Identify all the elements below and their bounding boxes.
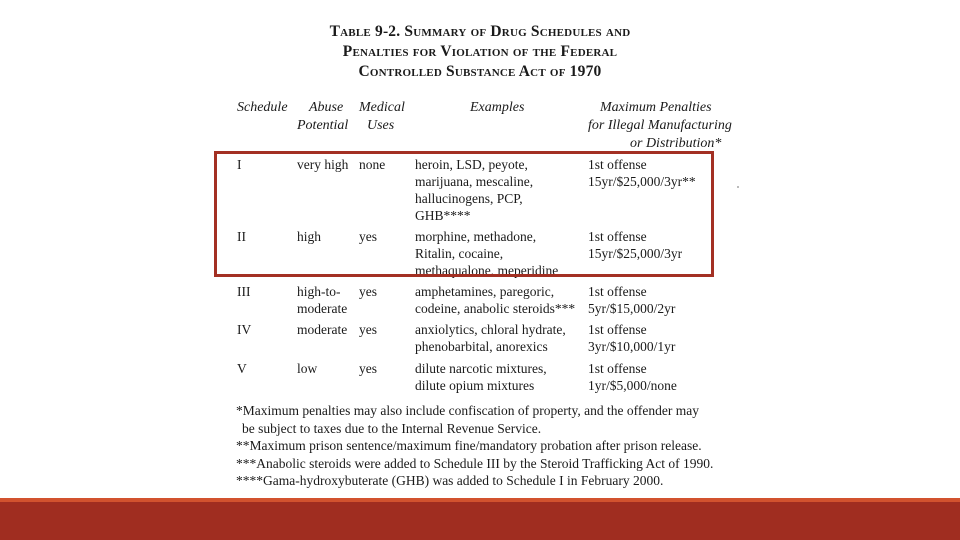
row-ii-schedule: II bbox=[237, 229, 246, 244]
footnotes bbox=[236, 402, 713, 490]
table-title bbox=[240, 22, 720, 82]
row-iii-penalty: 1st offense 5yr/$15,000/2yr bbox=[588, 284, 676, 316]
row-iv-medical: yes bbox=[359, 322, 377, 337]
footnote: **Maximum prison sentence/maximum fine/mandatory probation after prison release. bbox=[236, 438, 702, 453]
title-line: Penalties for Violation of the Federal bbox=[342, 43, 618, 60]
row-v-penalty: 1st offense 1yr/$5,000/none bbox=[588, 361, 677, 393]
footnote: be subject to taxes due to the Internal Revenue Service. bbox=[242, 420, 542, 436]
header-schedule: Schedule bbox=[237, 100, 288, 115]
footnote: ***Anabolic steroids were added to Schedule III by the Steroid Trafficking Act of 1990. bbox=[236, 455, 714, 471]
row-ii-penalty: 1st offense 15yr/$25,000/3yr bbox=[588, 229, 683, 261]
header-abuse-potential: Abuse Potential bbox=[297, 100, 349, 133]
row-ii-examples: morphine, methadone, Ritalin, cocaine, methaqualone, meperidine bbox=[415, 229, 559, 278]
row-iii-abuse: high-to- moderate bbox=[297, 284, 348, 316]
footnote: *Maximum penalties may also include confiscation of property, and the offender may bbox=[236, 403, 699, 418]
row-i-penalty: 1st offense 15yr/$25,000/3yr** bbox=[588, 157, 696, 189]
row-v-abuse: low bbox=[297, 361, 318, 376]
header-medical-uses: Medical Uses bbox=[359, 100, 405, 133]
row-ii-medical: yes bbox=[359, 229, 377, 244]
row-iv-abuse: moderate bbox=[297, 322, 348, 337]
row-iii-schedule: III bbox=[237, 284, 251, 299]
row-iii-medical: yes bbox=[359, 284, 377, 299]
footnote: ****Gama-hydroxybuterate (GHB) was added to Schedule I in February 2000. bbox=[236, 473, 664, 488]
header-max-penalties: Maximum Penalties for Illegal Manufacturing or Distribution* bbox=[588, 100, 732, 151]
row-i-examples: heroin, LSD, peyote, marijuana, mescaline, hallucinogens, PCP, GHB**** bbox=[415, 157, 534, 223]
highlight-box bbox=[214, 151, 714, 277]
row-iv-examples: anxiolytics, chloral hydrate, phenobarbital, anorexics bbox=[415, 322, 566, 354]
row-iv-schedule: IV bbox=[237, 322, 252, 337]
row-iv-penalty: 1st offense 3yr/$10,000/1yr bbox=[588, 322, 676, 354]
row-v-schedule: V bbox=[237, 361, 247, 376]
footer-band bbox=[0, 502, 960, 540]
row-i-schedule: I bbox=[237, 157, 242, 172]
row-i-medical: none bbox=[359, 157, 386, 172]
row-v-medical: yes bbox=[359, 361, 377, 376]
speck bbox=[737, 186, 739, 188]
header-examples: Examples bbox=[470, 100, 525, 115]
title-line: Table 9-2. Summary of Drug Schedules and bbox=[329, 23, 631, 40]
row-ii-abuse: high bbox=[297, 229, 322, 244]
title-line: Controlled Substance Act of 1970 bbox=[358, 63, 602, 80]
row-i-abuse: very high bbox=[297, 157, 349, 172]
row-v-examples: dilute narcotic mixtures, dilute opium mixtures bbox=[415, 361, 547, 393]
row-iii-examples: amphetamines, paregoric, codeine, anabolic steroids*** bbox=[415, 284, 576, 316]
